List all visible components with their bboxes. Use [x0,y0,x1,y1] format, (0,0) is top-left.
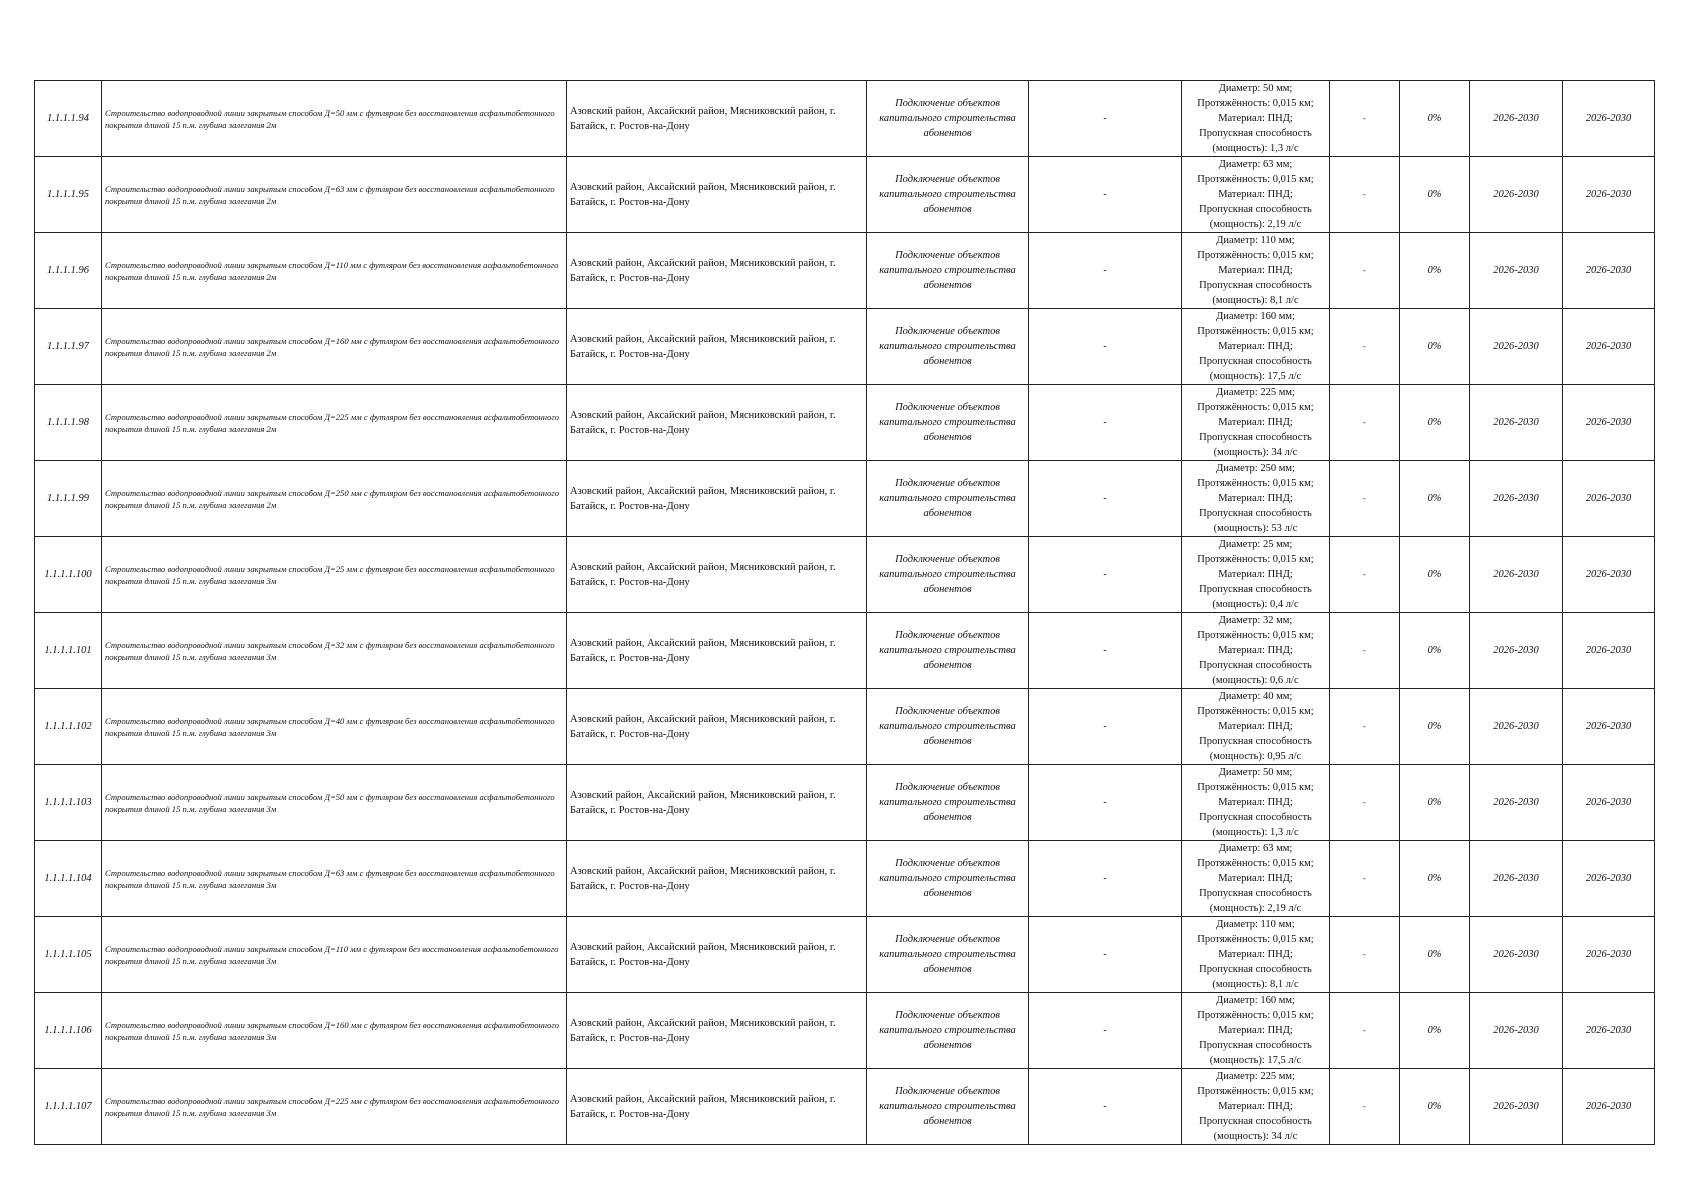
end-period-cell: 2026-2030 [1563,613,1655,689]
table-row [35,1069,1655,1145]
table-row [35,537,1655,613]
param-line: Диаметр: 32 мм; [1218,615,1293,626]
param-line: Протяжённость: 0,015 км; [1197,98,1314,109]
work-description-cell: Строительство водопроводной линии закрытым способом Д=160 мм с футляром без восстановления асфальтобетонного покрытия длиной 15 п.м. глубина залегания 2м [102,309,567,385]
technical-params-cell [1182,81,1330,157]
start-period-cell: 2026-2030 [1470,81,1563,157]
param-line: Материал: ПНД; [1218,1025,1293,1036]
row-number-cell: 1.1.1.1.104 [35,841,102,917]
param-line: Протяжённость: 0,015 км; [1197,782,1314,793]
location-cell: Азовский район, Аксайский район, Мясниковский район, г. Батайск, г. Ростов-на-Дону [567,385,867,461]
start-period-cell: 2026-2030 [1470,233,1563,309]
start-period-cell: 2026-2030 [1470,461,1563,537]
empty-value-cell: - [1029,157,1182,233]
technical-params-cell [1182,917,1330,993]
row-number-cell: 1.1.1.1.107 [35,1069,102,1145]
row-number-cell: 1.1.1.1.98 [35,385,102,461]
end-period-cell: 2026-2030 [1563,689,1655,765]
param-line: Пропускная способность [1199,1040,1312,1051]
param-line: Протяжённость: 0,015 км; [1197,174,1314,185]
param-line: (мощность): 0,95 л/с [1209,751,1302,762]
param-line: Пропускная способность [1199,888,1312,899]
location-cell: Азовский район, Аксайский район, Мясниковский район, г. Батайск, г. Ростов-на-Дону [567,917,867,993]
end-period-cell: 2026-2030 [1563,841,1655,917]
work-description-cell: Строительство водопроводной линии закрытым способом Д=63 мм с футляром без восстановления асфальтобетонного покрытия длиной 15 п.м. глубина залегания 3м [102,841,567,917]
row-number-cell: 1.1.1.1.96 [35,233,102,309]
param-line: Протяжённость: 0,015 км; [1197,478,1314,489]
completion-percent-cell: 0% [1400,233,1470,309]
param-line: Диаметр: 50 мм; [1218,83,1293,94]
purpose-cell: Подключение объектов капитального строительства абонентов [867,917,1029,993]
start-period-cell: 2026-2030 [1470,993,1563,1069]
completion-percent-cell: 0% [1400,993,1470,1069]
table-row [35,917,1655,993]
param-line: Пропускная способность [1199,660,1312,671]
empty-value-cell: - [1029,689,1182,765]
end-period-cell: 2026-2030 [1563,309,1655,385]
param-line: (мощность): 53 л/с [1213,523,1298,534]
technical-params-cell [1182,689,1330,765]
param-line: Материал: ПНД; [1218,113,1293,124]
technical-params-cell [1182,309,1330,385]
completion-percent-cell: 0% [1400,613,1470,689]
table-row [35,81,1655,157]
end-period-cell: 2026-2030 [1563,385,1655,461]
purpose-cell: Подключение объектов капитального строительства абонентов [867,1069,1029,1145]
completion-percent-cell: 0% [1400,461,1470,537]
table-row [35,841,1655,917]
work-description-cell: Строительство водопроводной линии закрытым способом Д=50 мм с футляром без восстановления асфальтобетонного покрытия длиной 15 п.м. глубина залегания 2м [102,81,567,157]
param-line: Материал: ПНД; [1218,417,1293,428]
start-period-cell: 2026-2030 [1470,309,1563,385]
work-description-cell: Строительство водопроводной линии закрытым способом Д=160 мм с футляром без восстановления асфальтобетонного покрытия длиной 15 п.м. глубина залегания 3м [102,993,567,1069]
empty-value-cell: - [1330,1069,1400,1145]
empty-value-cell: - [1029,613,1182,689]
empty-value-cell: - [1330,157,1400,233]
location-cell: Азовский район, Аксайский район, Мясниковский район, г. Батайск, г. Ростов-на-Дону [567,689,867,765]
end-period-cell: 2026-2030 [1563,917,1655,993]
location-cell: Азовский район, Аксайский район, Мясниковский район, г. Батайск, г. Ростов-на-Дону [567,233,867,309]
empty-value-cell: - [1330,81,1400,157]
param-line: Диаметр: 63 мм; [1218,159,1293,170]
param-line: Диаметр: 25 мм; [1218,539,1293,550]
end-period-cell: 2026-2030 [1563,81,1655,157]
param-line: Протяжённость: 0,015 км; [1197,858,1314,869]
empty-value-cell: - [1029,233,1182,309]
table-row [35,233,1655,309]
param-line: (мощность): 8,1 л/с [1212,295,1299,306]
table-body [35,81,1655,1145]
row-number-cell: 1.1.1.1.94 [35,81,102,157]
purpose-cell: Подключение объектов капитального строительства абонентов [867,993,1029,1069]
purpose-cell: Подключение объектов капитального строительства абонентов [867,461,1029,537]
param-line: Пропускная способность [1199,584,1312,595]
param-line: Пропускная способность [1199,356,1312,367]
work-description-cell: Строительство водопроводной линии закрытым способом Д=225 мм с футляром без восстановления асфальтобетонного покрытия длиной 15 п.м. глубина залегания 3м [102,1069,567,1145]
technical-params-cell [1182,461,1330,537]
empty-value-cell: - [1029,841,1182,917]
param-line: (мощность): 17,5 л/с [1209,1055,1302,1066]
location-cell: Азовский район, Аксайский район, Мясниковский район, г. Батайск, г. Ростов-на-Дону [567,613,867,689]
location-cell: Азовский район, Аксайский район, Мясниковский район, г. Батайск, г. Ростов-на-Дону [567,1069,867,1145]
row-number-cell: 1.1.1.1.105 [35,917,102,993]
param-line: Пропускная способность [1199,204,1312,215]
param-line: Протяжённость: 0,015 км; [1197,1010,1314,1021]
param-line: Протяжённость: 0,015 км; [1197,1086,1314,1097]
param-line: Материал: ПНД; [1218,645,1293,656]
purpose-cell: Подключение объектов капитального строительства абонентов [867,613,1029,689]
param-line: Диаметр: 225 мм; [1216,1071,1295,1082]
param-line: Протяжённость: 0,015 км; [1197,706,1314,717]
row-number-cell: 1.1.1.1.95 [35,157,102,233]
param-line: Протяжённость: 0,015 км; [1197,554,1314,565]
work-description-cell: Строительство водопроводной линии закрытым способом Д=110 мм с футляром без восстановления асфальтобетонного покрытия длиной 15 п.м. глубина залегания 3м [102,917,567,993]
start-period-cell: 2026-2030 [1470,841,1563,917]
purpose-cell: Подключение объектов капитального строительства абонентов [867,765,1029,841]
param-line: (мощность): 8,1 л/с [1212,979,1299,990]
start-period-cell: 2026-2030 [1470,613,1563,689]
empty-value-cell: - [1330,765,1400,841]
table-row [35,461,1655,537]
work-description-cell: Строительство водопроводной линии закрытым способом Д=63 мм с футляром без восстановления асфальтобетонного покрытия длиной 15 п.м. глубина залегания 2м [102,157,567,233]
completion-percent-cell: 0% [1400,917,1470,993]
param-line: (мощность): 17,5 л/с [1209,371,1302,382]
empty-value-cell: - [1330,461,1400,537]
param-line: Материал: ПНД; [1218,341,1293,352]
param-line: Материал: ПНД; [1218,569,1293,580]
end-period-cell: 2026-2030 [1563,461,1655,537]
row-number-cell: 1.1.1.1.97 [35,309,102,385]
table-row [35,689,1655,765]
empty-value-cell: - [1029,765,1182,841]
param-line: Диаметр: 110 мм; [1216,919,1295,930]
param-line: (мощность): 0,6 л/с [1212,675,1299,686]
end-period-cell: 2026-2030 [1563,157,1655,233]
purpose-cell: Подключение объектов капитального строительства абонентов [867,157,1029,233]
work-description-cell: Строительство водопроводной линии закрытым способом Д=110 мм с футляром без восстановления асфальтобетонного покрытия длиной 15 п.м. глубина залегания 2м [102,233,567,309]
param-line: (мощность): 34 л/с [1213,447,1298,458]
row-number-cell: 1.1.1.1.103 [35,765,102,841]
end-period-cell: 2026-2030 [1563,233,1655,309]
empty-value-cell: - [1330,233,1400,309]
param-line: Диаметр: 160 мм; [1216,311,1295,322]
empty-value-cell: - [1029,1069,1182,1145]
param-line: Материал: ПНД; [1218,189,1293,200]
technical-params-cell [1182,993,1330,1069]
location-cell: Азовский район, Аксайский район, Мясниковский район, г. Батайск, г. Ростов-на-Дону [567,993,867,1069]
empty-value-cell: - [1029,917,1182,993]
end-period-cell: 2026-2030 [1563,765,1655,841]
start-period-cell: 2026-2030 [1470,157,1563,233]
empty-value-cell: - [1330,537,1400,613]
purpose-cell: Подключение объектов капитального строительства абонентов [867,841,1029,917]
empty-value-cell: - [1330,385,1400,461]
param-line: Материал: ПНД; [1218,949,1293,960]
param-line: Протяжённость: 0,015 км; [1197,250,1314,261]
empty-value-cell: - [1330,613,1400,689]
param-line: (мощность): 2,19 л/с [1209,219,1302,230]
empty-value-cell: - [1330,689,1400,765]
location-cell: Азовский район, Аксайский район, Мясниковский район, г. Батайск, г. Ростов-на-Дону [567,537,867,613]
purpose-cell: Подключение объектов капитального строительства абонентов [867,689,1029,765]
param-line: Протяжённость: 0,015 км; [1197,402,1314,413]
empty-value-cell: - [1330,917,1400,993]
table-row [35,765,1655,841]
empty-value-cell: - [1029,461,1182,537]
purpose-cell: Подключение объектов капитального строительства абонентов [867,309,1029,385]
work-description-cell: Строительство водопроводной линии закрытым способом Д=225 мм с футляром без восстановления асфальтобетонного покрытия длиной 15 п.м. глубина залегания 2м [102,385,567,461]
param-line: Пропускная способность [1199,128,1312,139]
empty-value-cell: - [1029,385,1182,461]
start-period-cell: 2026-2030 [1470,385,1563,461]
row-number-cell: 1.1.1.1.106 [35,993,102,1069]
completion-percent-cell: 0% [1400,81,1470,157]
empty-value-cell: - [1330,993,1400,1069]
technical-params-cell [1182,537,1330,613]
param-line: Диаметр: 160 мм; [1216,995,1295,1006]
param-line: (мощность): 1,3 л/с [1212,143,1299,154]
param-line: Протяжённость: 0,015 км; [1197,630,1314,641]
start-period-cell: 2026-2030 [1470,689,1563,765]
end-period-cell: 2026-2030 [1563,1069,1655,1145]
param-line: Материал: ПНД; [1218,493,1293,504]
location-cell: Азовский район, Аксайский район, Мясниковский район, г. Батайск, г. Ростов-на-Дону [567,765,867,841]
purpose-cell: Подключение объектов капитального строительства абонентов [867,233,1029,309]
param-line: Пропускная способность [1199,736,1312,747]
technical-params-cell [1182,613,1330,689]
location-cell: Азовский район, Аксайский район, Мясниковский район, г. Батайск, г. Ростов-на-Дону [567,309,867,385]
param-line: Материал: ПНД; [1218,265,1293,276]
param-line: (мощность): 1,3 л/с [1212,827,1299,838]
work-description-cell: Строительство водопроводной линии закрытым способом Д=50 мм с футляром без восстановления асфальтобетонного покрытия длиной 15 п.м. глубина залегания 3м [102,765,567,841]
completion-percent-cell: 0% [1400,1069,1470,1145]
completion-percent-cell: 0% [1400,841,1470,917]
param-line: Пропускная способность [1199,964,1312,975]
param-line: Пропускная способность [1199,1116,1312,1127]
table-row [35,993,1655,1069]
work-description-cell: Строительство водопроводной линии закрытым способом Д=25 мм с футляром без восстановления асфальтобетонного покрытия длиной 15 п.м. глубина залегания 3м [102,537,567,613]
table-row [35,613,1655,689]
param-line: Пропускная способность [1199,508,1312,519]
param-line: (мощность): 2,19 л/с [1209,903,1302,914]
technical-params-cell [1182,233,1330,309]
empty-value-cell: - [1029,993,1182,1069]
empty-value-cell: - [1330,841,1400,917]
technical-params-cell [1182,765,1330,841]
empty-value-cell: - [1330,309,1400,385]
table-row [35,385,1655,461]
completion-percent-cell: 0% [1400,309,1470,385]
work-description-cell: Строительство водопроводной линии закрытым способом Д=32 мм с футляром без восстановления асфальтобетонного покрытия длиной 15 п.м. глубина залегания 3м [102,613,567,689]
empty-value-cell: - [1029,81,1182,157]
param-line: Протяжённость: 0,015 км; [1197,326,1314,337]
technical-params-cell [1182,157,1330,233]
end-period-cell: 2026-2030 [1563,993,1655,1069]
row-number-cell: 1.1.1.1.102 [35,689,102,765]
work-description-cell: Строительство водопроводной линии закрытым способом Д=40 мм с футляром без восстановления асфальтобетонного покрытия длиной 15 п.м. глубина залегания 3м [102,689,567,765]
technical-params-cell [1182,385,1330,461]
empty-value-cell: - [1029,309,1182,385]
work-description-cell: Строительство водопроводной линии закрытым способом Д=250 мм с футляром без восстановления асфальтобетонного покрытия длиной 15 п.м. глубина залегания 2м [102,461,567,537]
purpose-cell: Подключение объектов капитального строительства абонентов [867,385,1029,461]
start-period-cell: 2026-2030 [1470,765,1563,841]
start-period-cell: 2026-2030 [1470,537,1563,613]
technical-params-cell [1182,1069,1330,1145]
table-row [35,157,1655,233]
param-line: Диаметр: 250 мм; [1216,463,1295,474]
param-line: Пропускная способность [1199,432,1312,443]
purpose-cell: Подключение объектов капитального строительства абонентов [867,537,1029,613]
param-line: Диаметр: 110 мм; [1216,235,1295,246]
location-cell: Азовский район, Аксайский район, Мясниковский район, г. Батайск, г. Ростов-на-Дону [567,81,867,157]
param-line: (мощность): 0,4 л/с [1212,599,1299,610]
param-line: Пропускная способность [1199,812,1312,823]
location-cell: Азовский район, Аксайский район, Мясниковский район, г. Батайск, г. Ростов-на-Дону [567,157,867,233]
row-number-cell: 1.1.1.1.101 [35,613,102,689]
param-line: Пропускная способность [1199,280,1312,291]
purpose-cell: Подключение объектов капитального строительства абонентов [867,81,1029,157]
empty-value-cell: - [1029,537,1182,613]
param-line: Материал: ПНД; [1218,721,1293,732]
completion-percent-cell: 0% [1400,157,1470,233]
table-row [35,309,1655,385]
param-line: Протяжённость: 0,015 км; [1197,934,1314,945]
row-number-cell: 1.1.1.1.99 [35,461,102,537]
completion-percent-cell: 0% [1400,765,1470,841]
param-line: Материал: ПНД; [1218,797,1293,808]
completion-percent-cell: 0% [1400,689,1470,765]
start-period-cell: 2026-2030 [1470,1069,1563,1145]
param-line: Диаметр: 50 мм; [1218,767,1293,778]
location-cell: Азовский район, Аксайский район, Мясниковский район, г. Батайск, г. Ростов-на-Дону [567,461,867,537]
param-line: Материал: ПНД; [1218,873,1293,884]
param-line: Диаметр: 40 мм; [1218,691,1293,702]
completion-percent-cell: 0% [1400,385,1470,461]
end-period-cell: 2026-2030 [1563,537,1655,613]
param-line: Диаметр: 225 мм; [1216,387,1295,398]
param-line: (мощность): 34 л/с [1213,1131,1298,1142]
location-cell: Азовский район, Аксайский район, Мясниковский район, г. Батайск, г. Ростов-на-Дону [567,841,867,917]
row-number-cell: 1.1.1.1.100 [35,537,102,613]
param-line: Материал: ПНД; [1218,1101,1293,1112]
param-line: Диаметр: 63 мм; [1218,843,1293,854]
investment-program-table [34,80,1655,1145]
technical-params-cell [1182,841,1330,917]
start-period-cell: 2026-2030 [1470,917,1563,993]
completion-percent-cell: 0% [1400,537,1470,613]
